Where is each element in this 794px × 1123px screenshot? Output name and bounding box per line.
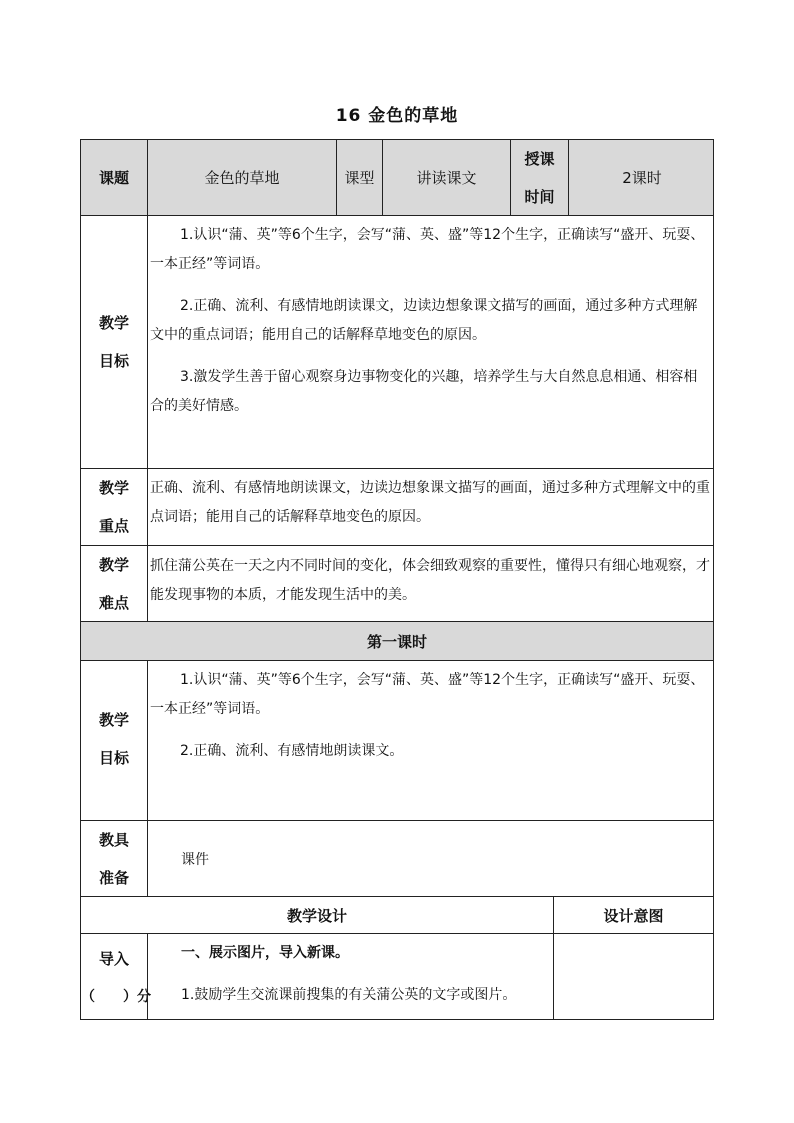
lesson-type-value: 讲读课文 xyxy=(382,140,510,215)
objectives-label-line1: 教学 xyxy=(98,314,129,332)
topic-value: 金色的草地 xyxy=(147,140,336,215)
label-class-time xyxy=(510,140,568,215)
design-header-row xyxy=(80,896,714,933)
label-lesson-type: 课型 xyxy=(336,140,382,215)
teaching-design-heading: 教学设计 xyxy=(286,906,347,925)
teaching-tools-label xyxy=(81,821,147,896)
lesson1-objectives-row xyxy=(80,660,714,820)
lesson1-objective-item: 2.正确、流利、有感情地朗读课文。 xyxy=(180,743,404,759)
label-class-time-line1: 授课 xyxy=(524,150,555,168)
difficulties-row xyxy=(80,545,714,621)
objectives-label-line2: 目标 xyxy=(98,352,129,370)
difficulties-content xyxy=(147,546,713,621)
lesson-plan-table xyxy=(80,139,714,1020)
lesson1-objectives-label-line1: 教学 xyxy=(98,711,129,729)
key-points-text: 正确、流利、有感情地朗读课文，边读边想象课文描写的画面，通过多种方式理解文中的重点词语；能用自己的话解释草地变色的原因。 xyxy=(150,480,710,525)
objective-item: 3.激发学生善于留心观察身边事物变化的兴趣，培养学生与大自然息息相通、相容相合的美好情感。 xyxy=(150,369,698,414)
objectives-content xyxy=(147,216,713,468)
intro-content xyxy=(147,934,553,1019)
lesson1-objectives-label-line2: 目标 xyxy=(98,749,129,767)
teaching-tools-label-line2: 准备 xyxy=(98,869,129,887)
intro-label xyxy=(81,934,151,1019)
intro-label-line2: （ ）分 xyxy=(81,989,151,1005)
header-row xyxy=(80,139,714,215)
lesson1-objectives-content xyxy=(147,661,713,820)
difficulties-label-line1: 教学 xyxy=(98,556,129,574)
difficulties-label xyxy=(81,546,147,621)
teaching-tools-label-line1: 教具 xyxy=(98,831,129,849)
objective-item: 2.正确、流利、有感情地朗读课文，边读边想象课文描写的画面，通过多种方式理解文中的重点词语；能用自己的话解释草地变色的原因。 xyxy=(150,298,698,343)
intro-row xyxy=(80,933,714,1020)
intro-step-1: 1.鼓励学生交流课前搜集的有关蒲公英的文字或图片。 xyxy=(181,987,517,1003)
teaching-tools-row xyxy=(80,820,714,896)
objectives-label xyxy=(81,216,147,468)
lesson1-heading: 第一课时 xyxy=(366,632,427,651)
intro-step-title: 一、展示图片，导入新课。 xyxy=(181,945,349,961)
objectives-row xyxy=(80,215,714,468)
teaching-tools-content: 课件 xyxy=(147,821,713,896)
key-points-content xyxy=(147,469,713,545)
key-points-label-line2: 重点 xyxy=(98,517,129,535)
document-title: 16 金色的草地 xyxy=(335,106,459,126)
key-points-row xyxy=(80,468,714,545)
design-intent-heading: 设计意图 xyxy=(553,897,713,933)
objective-item: 1.认识“蒲、英”等6个生字，会写“蒲、英、盛”等12个生字，正确读写“盛开、玩耍、一本正经”等词语。 xyxy=(150,227,705,272)
label-topic: 课题 xyxy=(98,169,129,187)
label-class-time-line2: 时间 xyxy=(524,188,555,206)
difficulties-label-line2: 难点 xyxy=(98,594,129,612)
key-points-label xyxy=(81,469,147,545)
key-points-label-line1: 教学 xyxy=(98,479,129,497)
difficulties-text: 抓住蒲公英在一天之内不同时间的变化，体会细致观察的重要性，懂得只有细心地观察，才能发现事物的本质，才能发现生活中的美。 xyxy=(150,558,710,603)
lesson1-objectives-label xyxy=(81,661,147,820)
intro-design-intent xyxy=(553,934,713,1019)
intro-label-line1: 导入 xyxy=(98,950,129,968)
lesson1-heading-row xyxy=(80,621,714,660)
class-time-value: 2课时 xyxy=(568,140,715,215)
lesson1-objective-item: 1.认识“蒲、英”等6个生字，会写“蒲、英、盛”等12个生字，正确读写“盛开、玩耍、一本正经”等词语。 xyxy=(150,672,705,717)
